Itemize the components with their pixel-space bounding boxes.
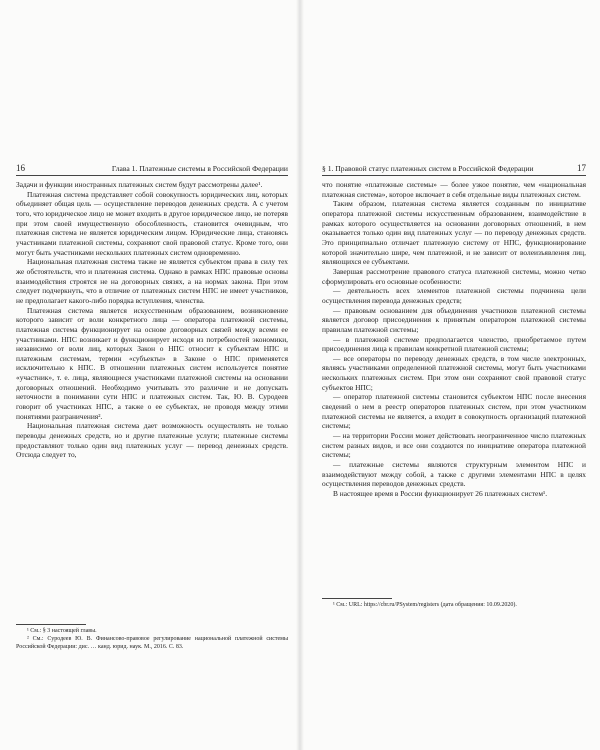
right-footnote-1: ¹ См.: URL: https://cbr.ru/PSystem/registers (дата обращения: 10.09.2020). [333,602,517,608]
left-header-rule [16,175,288,176]
left-paragraph-5: Национальная платежная система дает возможность осуществлять не только переводы денежных средств, но и другие платежные услуги; платежные системы предоставляют только один вид платежных услуг — перевод денежных средств. Отсюда следует то, [16,421,288,460]
right-list-item-7: — платежные системы являются структурным элементом НПС и взаимодействуют между собой, а также с другими элементами НПС в целях осуществления переводов денежных средств. [322,460,586,489]
left-footnote-2: ² См.: Суродеев Ю. В. Финансово-правовое регулирование национальной платежной системы Российской Федерации: дис. … канд. юрид. наук. М., 2016. С. 83. [16,635,288,650]
left-footnote-rule [16,624,86,625]
right-paragraph-final: В настоящее время в России функционирует 26 платежных систем¹. [333,489,548,498]
right-footnotes [322,602,586,610]
right-header-rule [322,175,586,176]
right-paragraph-1: что понятие «платежные системы» — более узкое понятие, чем «национальная платежная система», которое включает в себя отдельные виды платежных систем. [322,180,586,199]
right-paragraph-3: Завершая рассмотрение правового статуса платежной системы, можно четко сформулировать его основные особенности: [322,266,586,286]
right-running-header [322,164,586,173]
left-paragraph-1: Задачи и функции иностранных платежных систем будут рассмотрены далее¹. [16,180,263,189]
left-running-header [16,164,288,173]
right-list-item-4: — все операторы по переводу денежных средств, в том числе электронных, являясь участниками определенной платежной системы, могут быть участниками нескольких платежных систем. При этом они сохраняют свой правовой статус субъектов НПС; [322,353,586,392]
left-footnotes [16,628,288,651]
right-list-item-2: — правовым основанием для объединения участников платежной системы является договор присоединения к принятым оператором платежной системы правилам платежной системы; [322,305,586,334]
right-page-number: 17 [577,163,586,173]
right-running-head: § 1. Правовой статус платежных систем в Российской Федерации [322,164,534,173]
right-list-item-3: — в платежной системе предполагается членство, приобретаемое путем присоединения лица к правилам конкретной платежной системы; [322,334,586,354]
left-paragraph-3: Национальная платежная система также не является субъектом права в силу тех же обстоятельств, что и платежная система. Однако в рамках НПС правовые основы взаимодействия строятся не на договорных связях, а на нормах закона. При этом следует подчеркнуть, что в отличие от платежных систем НПС не имеет участников, не предполагает какого-либо порядка вступления, членства. [16,257,288,305]
right-list-item-5: — оператор платежной системы становится субъектом НПС после внесения сведений о нем в реестр операторов платежных систем, при этом участником платежной системы не является, а входит в совокупность организаций платежной системы; [322,392,586,431]
left-body-text [16,180,288,460]
right-list-item-1: — деятельность всех элементов платежной системы подчинена цели осуществления перевода денежных средств; [322,286,586,305]
right-list-item-6: — на территории России может действовать неограниченное число платежных систем разных видов, и все они создаются по инициативе оператора платежной системы; [322,431,586,460]
left-page-number: 16 [16,163,25,173]
right-paragraph-2: Таким образом, платежная система является созданным по инициативе оператора платежной системы искусственным образованием, взаимодействие в рамках которого осуществляется на основании договорных отношений, в нем оказывается только один вид платежных услуг — по переводу денежных средств. Это принципиально отличает платежную систему от НПС, функционирование которой значительно шире, чем платежной, и не зависит от волеизъявления лиц, являющихся ее субъектами. [322,199,586,267]
right-footnote-rule [322,598,392,599]
right-body-text [322,180,586,499]
left-footnote-1: ¹ См.: § 3 настоящей главы. [27,628,97,634]
left-paragraph-4: Платежная система является искусственным образованием, возникновение которого зависит от воли конкретного лица — оператора платежной системы, платежная система функционирует на основе договорных связей между всеми ее участниками. НПС возникает и функционирует исходя из потребностей экономики, независимо от воли лиц, которых Закон о НПС относит к субъектам НПС и платежным системам, термин «субъекты» в Законе о НПС применяется исключительно к НПС. В отношении платежных систем используется понятие «участник», т. е. лица, являющиеся участниками платежной системы на основании договорных отношений. Необходимо учитывать это различие и не допускать неточности в понимании сути НПС и платежных систем. Так, Ю. В. Суродеев говорит об участниках НПС, а также о ее субъектах, не проводя между этими понятиями разграничения². [16,305,288,421]
left-paragraph-2: Платежная система представляет собой совокупность юридических лиц, которых объединяет общая цель — осуществление переводов денежных средств. А с учетом того, что юридическое лицо не может входить в другое юридическое лицо, не потеряв при этом своей имущественную обособленность, становится очевидным, что платежная система не является юридическим лицом. Юридические лица, становясь участниками платежной системы, сохраняют свой правовой статус. Кроме того, они могут быть участниками нескольких платежных систем одновременно. [16,189,288,257]
left-running-head: Глава 1. Платежные системы в Российской Федерации [111,164,288,173]
